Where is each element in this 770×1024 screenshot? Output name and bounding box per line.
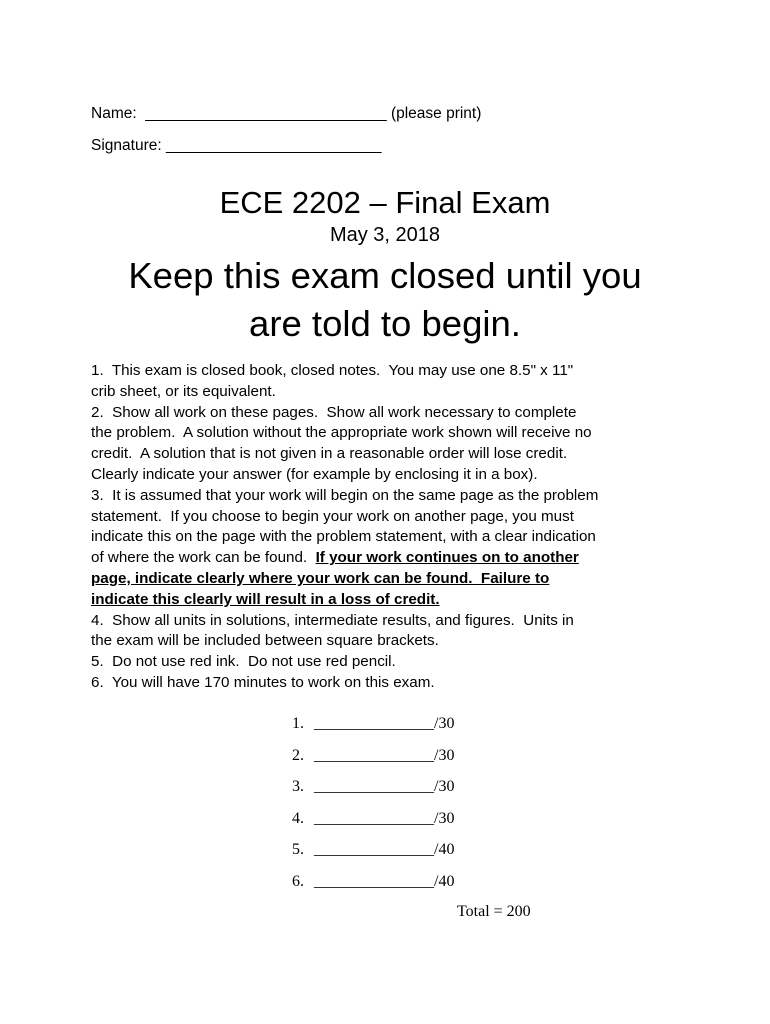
exam-date: May 3, 2018 [329,224,441,246]
instruction-line: 4. Show all units in solutions, intermediate results, and figures. Units in [91,611,574,629]
instruction-line: statement. If you choose to begin your work on another page, you must [91,507,574,525]
instruction-line: 5. Do not use red ink. Do not use red pencil. [91,653,396,671]
instruction-line: 2. Show all work on these pages. Show all work necessary to complete [91,403,577,421]
emphasis-text: If your work continues on to another [315,549,579,567]
exam-title: ECE 2202 – Final Exam [219,185,551,220]
score-row [292,746,454,766]
warning-line-2: are told to begin. [249,303,521,344]
total-points: Total = 200 [457,903,531,920]
closed-exam-warning [0,252,770,348]
problem-number: 3. [292,778,304,796]
score-row [292,809,454,829]
instruction-line: credit. A solution that is not given in a reasonable order will lose credit. [91,445,568,463]
instruction-text: of where the work can be found. [91,549,316,567]
emphasis-line: page, indicate clearly where your work can be found. Failure to [91,569,550,587]
problem-number: 2. [292,746,304,764]
signature-field-line: Signature: _________________________ [91,137,382,154]
score-blank: _______________/30 [314,715,455,732]
score-row [292,872,454,892]
instruction-line: the exam will be included between square brackets. [91,632,439,650]
name-field-line: Name: ____________________________ (please print) [91,105,482,122]
problem-number: 6. [292,873,304,890]
instruction-line: 6. You will have 170 minutes to work on this exam. [91,673,435,691]
score-row [292,777,454,797]
instruction-line: Clearly indicate your answer (for example by enclosing it in a box). [91,465,538,483]
instruction-line: 3. It is assumed that your work will begin on the same page as the problem [91,486,599,504]
instruction-line: the problem. A solution without the appropriate work shown will receive no [91,424,592,442]
instructions-block [91,361,691,694]
warning-line-1: Keep this exam closed until you [128,255,642,296]
emphasis-line: indicate this clearly will result in a loss of credit. [91,590,440,608]
instruction-line: 1. This exam is closed book, closed notes. You may use one 8.5" x 11" [91,362,574,379]
score-row [292,840,454,860]
score-blank: _______________/40 [314,873,455,890]
score-row [292,714,454,734]
instruction-line: indicate this on the page with the problem statement, with a clear indication [91,528,596,546]
score-blank: _______________/30 [314,778,455,796]
score-blank: _______________/30 [314,809,455,827]
problem-number: 1. [292,715,304,732]
score-blank: _______________/40 [314,841,455,859]
score-blank: _______________/30 [314,746,455,764]
instruction-line [91,548,691,569]
instruction-line: crib sheet, or its equivalent. [91,382,276,400]
problem-number: 4. [292,809,304,827]
problem-number: 5. [292,841,304,859]
